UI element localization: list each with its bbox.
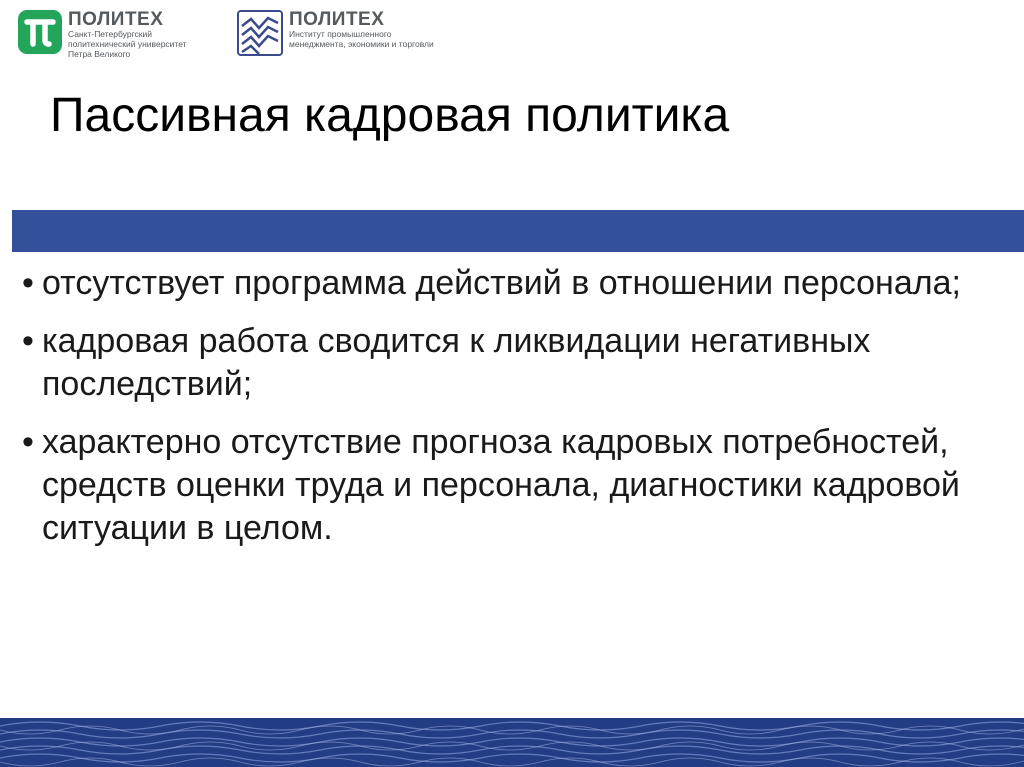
footer-wave-pattern (0, 718, 1024, 767)
bullet-marker: • (22, 322, 34, 360)
bullet-marker: • (22, 423, 34, 461)
bullet-item (18, 421, 998, 550)
bullet-text: характерно отсутствие прогноза кадровых потребностей, средств оценки труда и персонала, диагностики кадровой ситуации в целом. (42, 423, 960, 547)
logo-subtitle-line: политехнический университет (68, 39, 187, 49)
institute-logo (237, 10, 434, 56)
bullet-marker: • (22, 264, 34, 302)
bullet-text: отсутствует программа действий в отношении персонала; (42, 264, 961, 302)
logo-name: ПОЛИТЕХ (68, 9, 164, 30)
polytech-university-logo (18, 10, 187, 59)
polytech-emblem-icon (18, 10, 62, 54)
logo-subtitle-line: Санкт-Петербургский (68, 29, 152, 39)
bullet-text: кадровая работа сводится к ликвидации негативных последствий; (42, 322, 871, 403)
slide-title: Пассивная кадровая политика (50, 89, 730, 142)
accent-band (12, 210, 1024, 252)
logo-name: ПОЛИТЕХ (289, 9, 385, 30)
logo-subtitle-line: менеджмента, экономики и торговли (289, 39, 434, 49)
chart-emblem-icon (237, 10, 283, 56)
bullet-item (18, 262, 998, 305)
bullet-list (18, 262, 998, 565)
bullet-item (18, 320, 998, 406)
logo-subtitle-line: Институт промышленного (289, 29, 392, 39)
logo-subtitle-line: Петра Великого (68, 49, 131, 59)
